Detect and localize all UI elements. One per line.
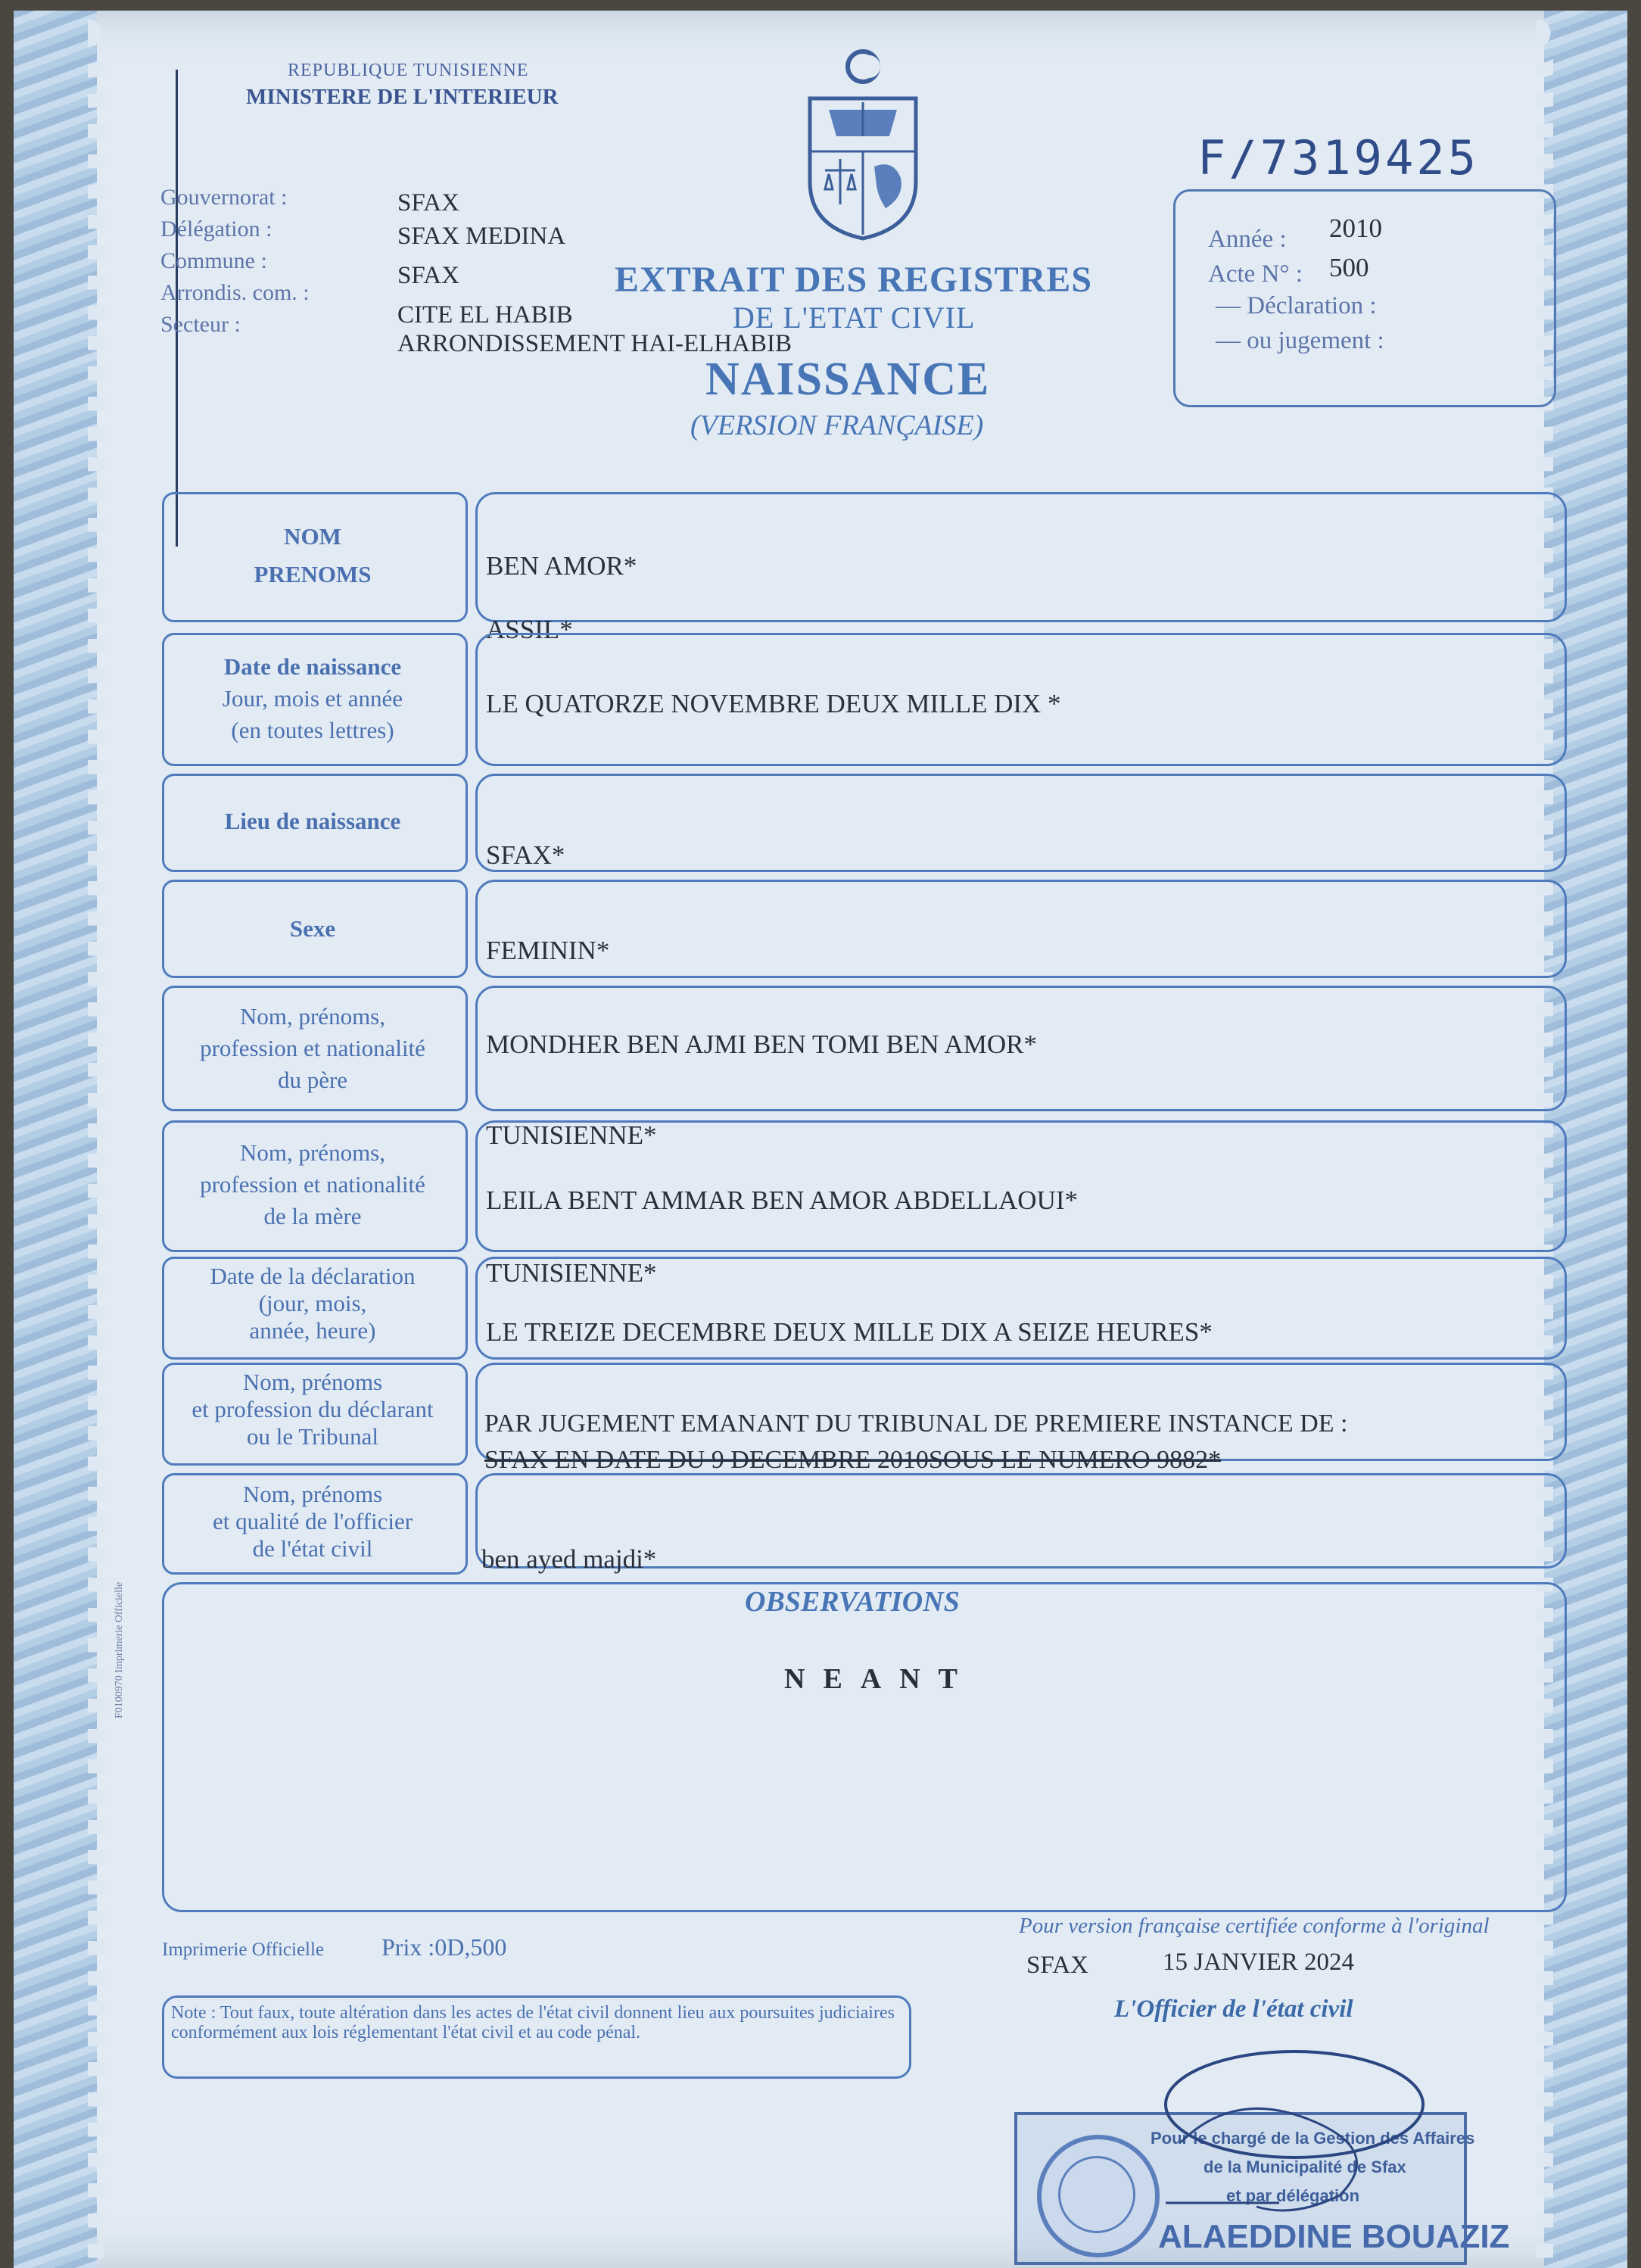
annee-value: 2010 bbox=[1329, 213, 1382, 243]
declaration-label-1: Date de la déclaration bbox=[210, 1263, 416, 1289]
mere-label-3: de la mère bbox=[263, 1203, 362, 1229]
mere-label-2: profession et nationalité bbox=[200, 1171, 425, 1198]
pere-label-1: Nom, prénoms, bbox=[239, 1003, 385, 1030]
value-secteur: ARRONDISSEMENT HAI-ELHABIB bbox=[397, 330, 792, 357]
sexe-value-box bbox=[475, 880, 1567, 978]
decorative-border-left bbox=[14, 11, 97, 2268]
declaration-value: LE TREIZE DECEMBRE DEUX MILLE DIX A SEIZE HEURES* bbox=[486, 1317, 1213, 1347]
annee-label: Année : bbox=[1208, 226, 1287, 253]
declarant-value-2: SFAX EN DATE DU 9 DECEMBRE 2010SOUS LE NUMERO 9882* bbox=[484, 1446, 1222, 1474]
label-delegation: Délégation : bbox=[160, 217, 272, 241]
declarant-label-2: et profession du déclarant bbox=[192, 1396, 434, 1422]
imprimerie-label: Imprimerie Officielle bbox=[162, 1939, 325, 1960]
pere-label-2: profession et nationalité bbox=[200, 1035, 425, 1061]
value-gouvernorat: SFAX bbox=[397, 189, 459, 217]
stamp-line-1: Pour le chargé de la Gestion des Affaires bbox=[1151, 2129, 1475, 2148]
date-naissance-label: Date de naissance bbox=[223, 653, 402, 680]
value-arrondissement: CITE EL HABIB bbox=[397, 301, 573, 329]
stamp-line-3: et par délégation bbox=[1226, 2186, 1360, 2205]
observations-box bbox=[162, 1582, 1567, 1912]
ministry-heading: MINISTERE DE L'INTERIEUR bbox=[246, 85, 559, 109]
declaration-label-2: (jour, mois, bbox=[258, 1290, 367, 1316]
observations-title: OBSERVATIONS bbox=[745, 1586, 960, 1618]
price-label: Prix :0D,500 bbox=[381, 1933, 507, 1961]
pere-nationalite: TUNISIENNE* bbox=[486, 1120, 657, 1150]
pere-label-3: du père bbox=[277, 1067, 348, 1093]
pere-value: MONDHER BEN AJMI BEN TOMI BEN AMOR* bbox=[486, 1030, 1037, 1059]
observations-value: NEANT bbox=[784, 1663, 976, 1695]
stamp-name: ALAEDDINE BOUAZIZ bbox=[1158, 2218, 1510, 2255]
document-type: NAISSANCE bbox=[705, 354, 991, 405]
lieu-value: SFAX* bbox=[486, 840, 565, 870]
serial-number: F/7319425 bbox=[1197, 130, 1479, 185]
margin-print-code: F0100970 Imprimerie Officielle bbox=[114, 1581, 125, 1718]
declarant-value-1: PAR JUGEMENT EMANANT DU TRIBUNAL DE PREMIERE INSTANCE DE : bbox=[484, 1410, 1348, 1438]
acte-value: 500 bbox=[1329, 253, 1369, 282]
officier-label-2: et qualité de l'officier bbox=[212, 1508, 413, 1534]
date-naissance-sub1: Jour, mois et année bbox=[222, 685, 403, 712]
mere-nationalite: TUNISIENNE* bbox=[486, 1258, 657, 1288]
label-gouvernorat: Gouvernorat : bbox=[160, 185, 288, 210]
document-version: (VERSION FRANÇAISE) bbox=[690, 410, 984, 441]
declarant-label-1: Nom, prénoms bbox=[242, 1369, 383, 1395]
coat-of-arms-icon bbox=[795, 45, 931, 242]
date-naissance-sub2: (en toutes lettres) bbox=[231, 717, 394, 743]
declarant-label-3: ou le Tribunal bbox=[247, 1423, 378, 1450]
value-delegation: SFAX MEDINA bbox=[397, 223, 566, 250]
jugement-label: — ou jugement : bbox=[1216, 327, 1384, 354]
republic-heading: REPUBLIQUE TUNISIENNE bbox=[288, 61, 529, 80]
lieu-value-box bbox=[475, 774, 1567, 872]
prenoms-label: PRENOMS bbox=[254, 561, 372, 587]
mere-value: LEILA BENT AMMAR BEN AMOR ABDELLAOUI* bbox=[486, 1185, 1079, 1215]
sexe-value: FEMININ* bbox=[486, 936, 610, 965]
officier-label-3: de l'état civil bbox=[252, 1535, 373, 1562]
label-secteur: Secteur : bbox=[160, 312, 241, 337]
label-arrondissement: Arrondis. com. : bbox=[160, 280, 310, 305]
certification-date: 15 JANVIER 2024 bbox=[1163, 1949, 1354, 1976]
nom-value-box bbox=[475, 492, 1567, 622]
declaration-label: — Déclaration : bbox=[1216, 292, 1377, 319]
lieu-label: Lieu de naissance bbox=[224, 808, 401, 834]
prenom-value: ASSIL* bbox=[486, 615, 573, 644]
document-title: EXTRAIT DES REGISTRES bbox=[615, 260, 1093, 300]
value-commune: SFAX bbox=[397, 262, 459, 289]
date-naissance-value: LE QUATORZE NOVEMBRE DEUX MILLE DIX * bbox=[486, 689, 1061, 718]
acte-label: Acte N° : bbox=[1208, 260, 1303, 288]
seal-inner-ring bbox=[1058, 2156, 1135, 2233]
certification-city: SFAX bbox=[1026, 1952, 1088, 1979]
nom-value: BEN AMOR* bbox=[486, 551, 637, 581]
nom-label: NOM bbox=[284, 523, 341, 550]
signature-icon bbox=[1143, 2044, 1476, 2218]
officier-value: ben ayed majdi* bbox=[481, 1544, 657, 1574]
label-commune: Commune : bbox=[160, 248, 267, 273]
sexe-label: Sexe bbox=[289, 915, 336, 942]
officer-title: L'Officier de l'état civil bbox=[1114, 1995, 1353, 2023]
document-subtitle: DE L'ETAT CIVIL bbox=[733, 301, 976, 335]
declaration-label-3: année, heure) bbox=[249, 1317, 376, 1344]
legal-note: Note : Tout faux, toute altération dans les actes de l'état civil donnent lieu aux poursuites judiciaires conformément aux lois réglementant l'état civil et au code pénal. bbox=[171, 2003, 895, 2042]
mere-label-1: Nom, prénoms, bbox=[239, 1139, 385, 1166]
nom-label-box bbox=[162, 492, 468, 622]
officier-label-1: Nom, prénoms bbox=[242, 1481, 383, 1507]
stamp-line-2: de la Municipalité de Sfax bbox=[1204, 2157, 1406, 2176]
certification-text: Pour version française certifiée conforme à l'original bbox=[1019, 1914, 1490, 1938]
margin-rule bbox=[176, 70, 178, 547]
